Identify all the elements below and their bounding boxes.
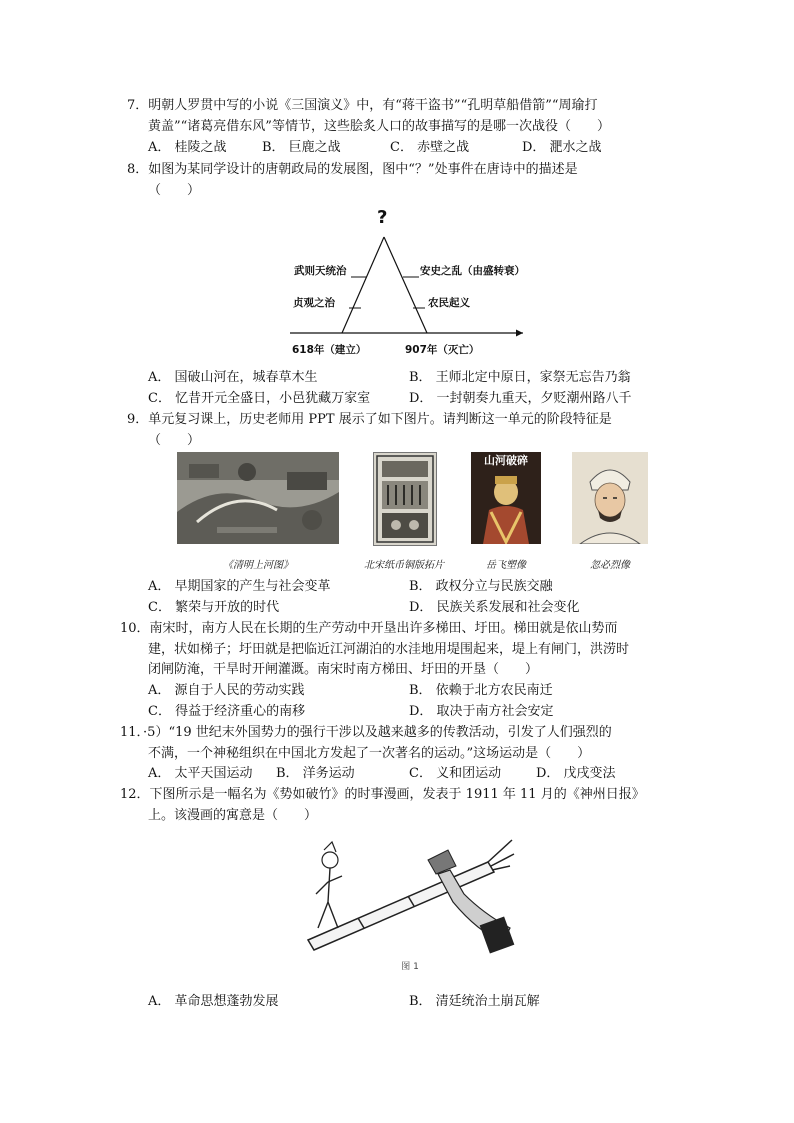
diagram-label-wu-zetian: 武则天统治 xyxy=(294,265,347,277)
paper-money-art xyxy=(374,453,436,545)
q9-option-b[interactable]: B． 政权分立与民族交融 xyxy=(409,579,553,594)
shi-ru-po-zhu-cartoon xyxy=(288,832,516,960)
yue-fei-statue-image xyxy=(471,452,541,544)
statue-banner-text: 山河破碎 xyxy=(484,454,528,467)
q8-option-c[interactable]: C． 忆昔开元全盛日，小邑犹藏万家室 xyxy=(148,391,371,406)
q11-option-a[interactable]: A． 太平天国运动 xyxy=(148,766,253,781)
q7-option-c[interactable]: C． 赤壁之战 xyxy=(390,140,470,155)
q7-option-d[interactable]: D． 淝水之战 xyxy=(522,140,602,155)
q12-stem-line2: 上。该漫画的寓意是（ ） xyxy=(148,808,318,823)
q11-stem-line2: 不满，一个神秘组织在中国北方发起了一次著名的运动。”这场运动是（ ） xyxy=(148,746,591,761)
q7-option-b[interactable]: B． 巨鹿之战 xyxy=(262,140,341,155)
q11-stem-line1: 11．·5）“19 世纪末外国势力的强行干涉以及越来越多的传教活动，引发了人们强烈的 xyxy=(120,725,612,740)
q8-option-a[interactable]: A． 国破山河在，城春草木生 xyxy=(148,370,318,385)
kublai-portrait-art xyxy=(572,452,648,544)
diagram-label-907: 907年（灭亡） xyxy=(405,344,480,356)
diagram-label-anshi: 安史之乱（由盛转衰） xyxy=(420,265,525,277)
cartoon-art xyxy=(288,832,516,960)
diagram-label-peasant-uprising: 农民起义 xyxy=(428,297,470,309)
q7-option-a[interactable]: A． 桂陵之战 xyxy=(148,140,227,155)
caption-kublai: 忽必烈像 xyxy=(590,560,630,571)
q9-option-c[interactable]: C． 繁荣与开放的时代 xyxy=(148,600,280,615)
diagram-label-618: 618年（建立） xyxy=(292,344,367,356)
q11-option-c[interactable]: C． 义和团运动 xyxy=(409,766,502,781)
caption-paper-money: 北宋纸币铜版拓片 xyxy=(364,560,444,571)
q7-stem-line1: 7．明朝人罗贯中写的小说《三国演义》中，有“蒋干盗书”“孔明草船借箭”“周瑜打 xyxy=(127,98,598,113)
q9-stem-line2: （ ） xyxy=(148,433,201,448)
tang-development-diagram xyxy=(285,205,525,365)
q11-option-d[interactable]: D． 戊戌变法 xyxy=(536,766,616,781)
q8-option-b[interactable]: B． 王师北定中原日，家祭无忘告乃翁 xyxy=(409,370,631,385)
q8-stem-line1: 8．如图为某同学设计的唐朝政局的发展图，图中“？”处事件在唐诗中的描述是 xyxy=(127,162,578,177)
q10-option-c[interactable]: C． 得益于经济重心的南移 xyxy=(148,704,306,719)
diagram-peak-question-mark: ? xyxy=(377,207,388,228)
timeline-arrow-icon xyxy=(516,330,523,337)
q10-option-b[interactable]: B． 依赖于北方农民南迁 xyxy=(409,683,553,698)
q12-option-a[interactable]: A． 革命思想蓬勃发展 xyxy=(148,994,279,1009)
q8-option-d[interactable]: D． 一封朝奏九重天，夕贬潮州路八千 xyxy=(409,391,632,406)
q10-stem-line3: 闭闸防淹，干旱时开闸灌溉。南宋时南方梯田、圩田的开垦（ ） xyxy=(148,662,539,677)
qingming-scroll-art xyxy=(177,452,339,544)
q7-stem-line2: 黄盖”“诸葛亮借东风”等情节，这些脍炙人口的故事描写的是哪一次战役（ ） xyxy=(148,119,610,134)
q10-option-a[interactable]: A． 源自于人民的劳动实践 xyxy=(148,683,305,698)
q9-stem-line1: 9．单元复习课上，历史老师用 PPT 展示了如下图片。请判断这一单元的阶段特征是 xyxy=(127,412,612,427)
q8-stem-line2: （ ） xyxy=(148,183,201,198)
q11-option-b[interactable]: B． 洋务运动 xyxy=(276,766,355,781)
q9-option-d[interactable]: D． 民族关系发展和社会变化 xyxy=(409,600,580,615)
song-paper-money-image xyxy=(373,452,437,546)
diagram-label-zhenguan: 贞观之治 xyxy=(293,297,335,309)
qingming-scroll-image xyxy=(177,452,339,544)
q9-option-a[interactable]: A． 早期国家的产生与社会变革 xyxy=(148,579,331,594)
triangle-left-side xyxy=(342,237,384,333)
caption-qingming: 《清明上河图》 xyxy=(223,560,293,571)
q10-stem-line1: 10．南宋时，南方人民在长期的生产劳动中开垦出许多梯田、圩田。梯田就是依山势而 xyxy=(120,621,618,636)
caption-yue-fei: 岳飞塑像 xyxy=(486,560,526,571)
tang-diagram-svg xyxy=(285,205,525,365)
q10-stem-line2: 建，状如梯子；圩田就是把临近江河湖泊的水洼地用堤围起来，堤上有闸门，洪涝时 xyxy=(148,642,630,657)
q12-stem-line1: 12．下图所示是一幅名为《势如破竹》的时事漫画，发表于 1911 年 11 月的《神州日报》 xyxy=(120,787,645,802)
q10-option-d[interactable]: D． 取决于南方社会安定 xyxy=(409,704,554,719)
kublai-portrait-image xyxy=(572,452,648,544)
triangle-right-side xyxy=(384,237,427,333)
q12-option-b[interactable]: B． 清廷统治土崩瓦解 xyxy=(409,994,540,1009)
figure-1-caption: 图 1 xyxy=(401,962,419,972)
